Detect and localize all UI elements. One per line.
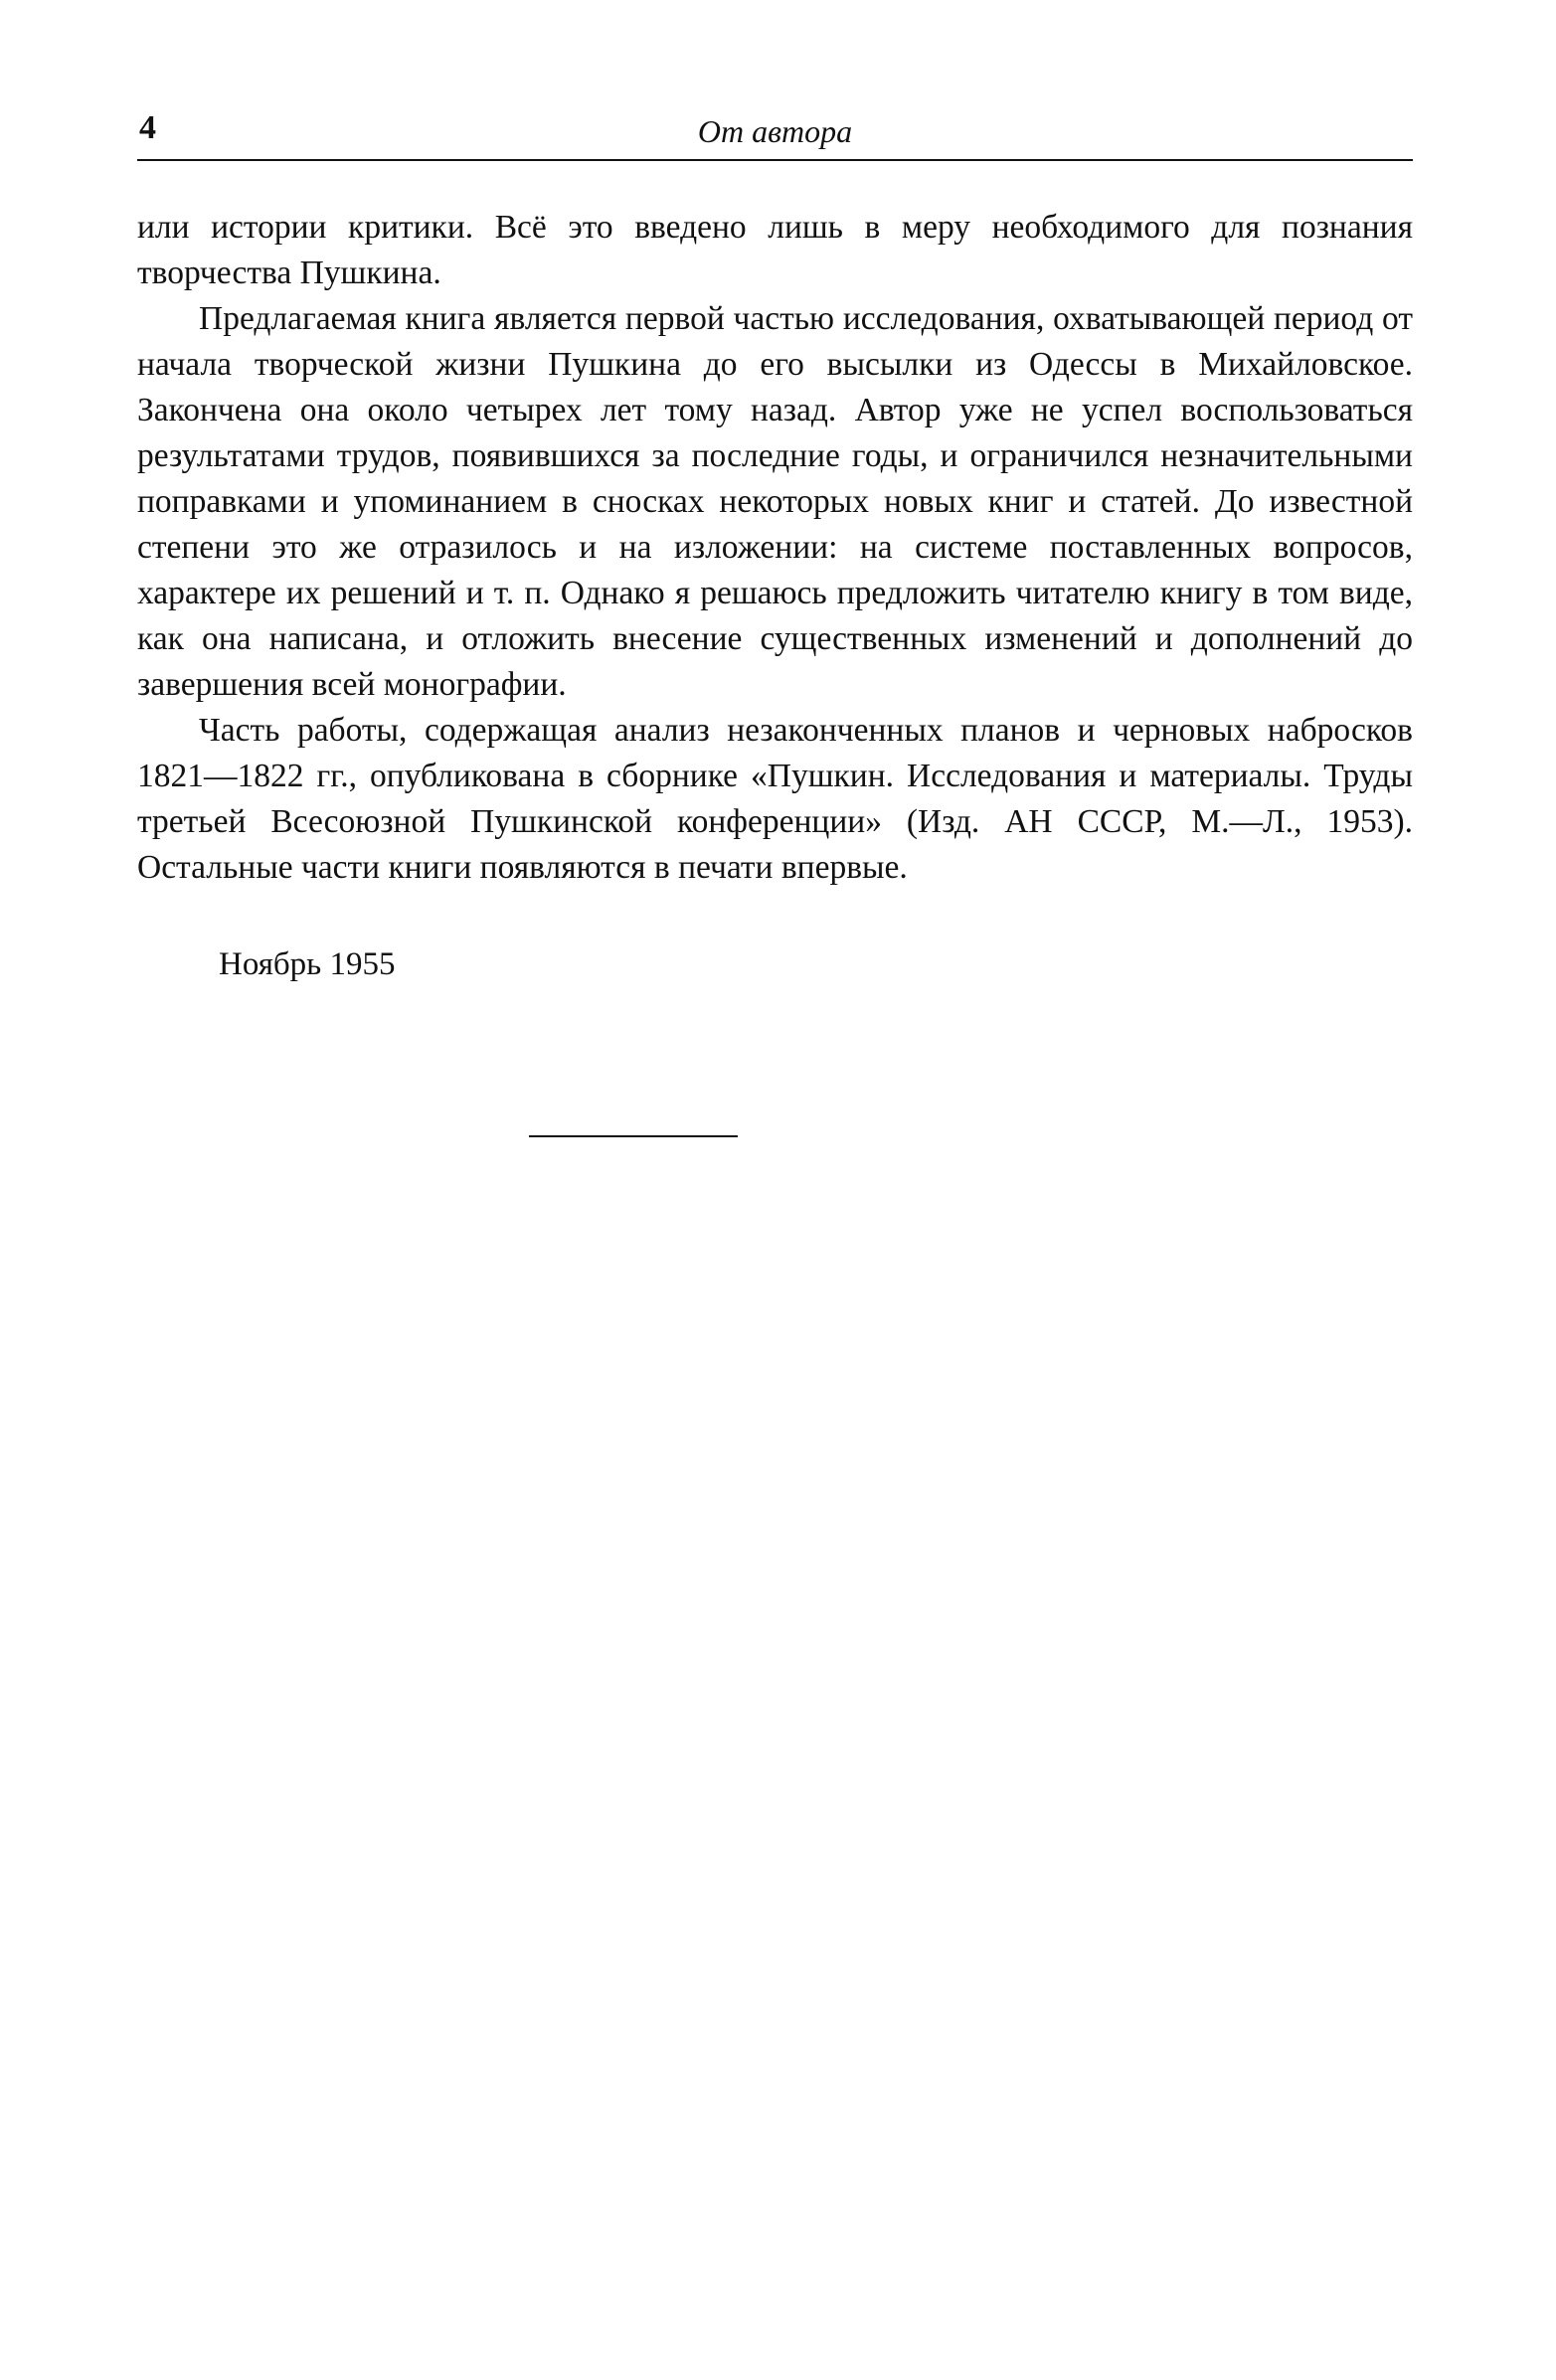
paragraph-publication-note: Часть работы, содержащая анализ незаконченных планов и черновых набросков 1821—1822 гг., опубликована в сборнике «Пушкин. Исследования и материалы. Труды третьей Всесоюзной Пушкинской конференции» (Изд. АН СССР, М.—Л., 1953). Остальные части книги появляются в печати впервые. (137, 712, 1413, 886)
signature-date: Ноябрь 1955 (219, 946, 396, 982)
body-text (137, 205, 1413, 891)
page-number: 4 (139, 109, 156, 146)
paragraph-about-book: Предлагаемая книга является первой частью исследования, охватывающей период от начала творческой жизни Пушкина до его высылки из Одессы в Михайловское. Закончена она около четырех лет тому назад. Автор уже не успел воспользоваться результатами трудов, появившихся за последние годы, и ограничился незначительными поправками и упоминанием в сносках некоторых новых книг и статей. До известной степени это же отразилось и на изложении: на системе поставленных вопросов, характере их решений и т. п. Однако я решаюсь предложить читателю книгу в том виде, как она написана, и отложить внесение существенных изменений и дополнений до завершения всей монографии. (137, 300, 1413, 703)
page-header (137, 109, 1413, 161)
running-title: От автора (697, 113, 853, 149)
closing-rule (529, 1135, 738, 1137)
book-page (137, 109, 1413, 981)
paragraph-continuation: или истории критики. Всё это введено лишь в меру необходимого для познания творчества Пушкина. (137, 209, 1413, 291)
